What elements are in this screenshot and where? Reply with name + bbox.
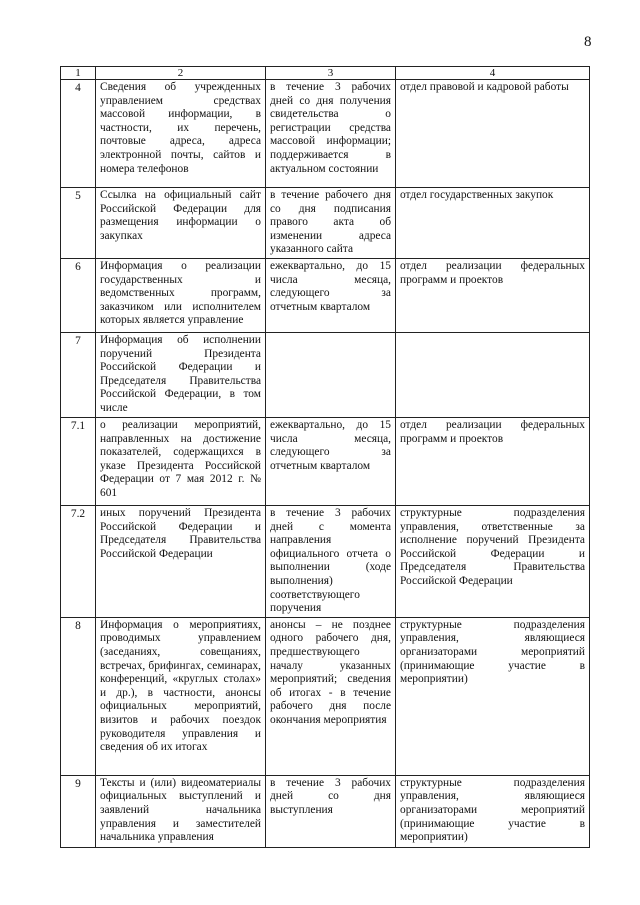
- table-row: [61, 418, 590, 506]
- deadline-cell: [266, 333, 396, 418]
- deadline-cell: в течение рабочего дня со дня подписания правого акта об изменении адреса указанного сайта: [266, 188, 396, 259]
- row-number: 8: [61, 617, 96, 775]
- info-cell: Сведения об учрежденных управлением средствах массовой информации, в частности, их перечень, почтовые адреса, адреса электронной почты, сайтов и номера телефонов: [96, 80, 266, 188]
- column-number: 2: [96, 67, 266, 80]
- column-number: 3: [266, 67, 396, 80]
- table-row: [61, 80, 590, 188]
- row-number: 4: [61, 80, 96, 188]
- info-table: [60, 66, 590, 848]
- deadline-cell: в течение 3 рабочих дней с момента направления официального отчета о выполнении (ходе выполнения) соответствующего поручения: [266, 506, 396, 618]
- table-row: [61, 259, 590, 333]
- table-row: [61, 506, 590, 618]
- info-cell: Информация о реализации государственных и ведомственных программ, заказчиком или исполнителем которых является управление: [96, 259, 266, 333]
- row-number: 9: [61, 775, 96, 847]
- deadline-cell: ежеквартально, до 15 числа месяца, следующего за отчетным кварталом: [266, 418, 396, 506]
- info-cell: о реализации мероприятий, направленных на достижение показателей, содержащихся в указе Президента Российской Федерации от 7 мая 2012 г. № 601: [96, 418, 266, 506]
- responsible-cell: структурные подразделения управления, являющиеся организаторами мероприятий (принимающие участие в мероприятии): [396, 617, 590, 775]
- column-number: 4: [396, 67, 590, 80]
- deadline-cell: анонсы – не позднее одного рабочего дня, предшествующего началу указанных мероприятий; сведения об итогах - в течение рабочего дня после окончания мероприятия: [266, 617, 396, 775]
- column-number: 1: [61, 67, 96, 80]
- info-cell: Информация об исполнении поручений Президента Российской Федерации и Председателя Правительства Российской Федерации, в том числе: [96, 333, 266, 418]
- info-cell: Ссылка на официальный сайт Российской Федерации для размещения информации о закупках: [96, 188, 266, 259]
- responsible-cell: структурные подразделения управления, являющиеся организаторами мероприятий (принимающие участие в мероприятии): [396, 775, 590, 847]
- page-number: 8: [584, 34, 592, 50]
- responsible-cell: структурные подразделения управления, ответственные за исполнение поручений Президента Российской Федерации и Председателя Правительства Российской Федерации: [396, 506, 590, 618]
- row-number: 7: [61, 333, 96, 418]
- responsible-cell: [396, 333, 590, 418]
- table-row: [61, 775, 590, 847]
- info-cell: Тексты и (или) видеоматериалы официальных выступлений и заявлений начальника управления и заместителей начальника управления: [96, 775, 266, 847]
- info-cell: Информация о мероприятиях, проводимых управлением (заседаниях, совещаниях, встречах, брифингах, семинарах, конференций, «круглых столах» и др.), в частности, анонсы официальных мероприятий, визитов и рабочих поездок руководителя управления и сведения об их итогах: [96, 617, 266, 775]
- responsible-cell: отдел реализации федеральных программ и проектов: [396, 418, 590, 506]
- row-number: 6: [61, 259, 96, 333]
- responsible-cell: отдел правовой и кадровой работы: [396, 80, 590, 188]
- deadline-cell: в течение 3 рабочих дней со дня получения свидетельства о регистрации средства массовой информации; поддерживается в актуальном состоянии: [266, 80, 396, 188]
- responsible-cell: отдел государственных закупок: [396, 188, 590, 259]
- row-number: 7.2: [61, 506, 96, 618]
- column-number-row: [61, 67, 590, 80]
- row-number: 5: [61, 188, 96, 259]
- table-row: [61, 333, 590, 418]
- deadline-cell: ежеквартально, до 15 числа месяца, следующего за отчетным кварталом: [266, 259, 396, 333]
- info-cell: иных поручений Президента Российской Федерации и Председателя Правительства Российской Федерации: [96, 506, 266, 618]
- deadline-cell: в течение 3 рабочих дней со дня выступления: [266, 775, 396, 847]
- row-number: 7.1: [61, 418, 96, 506]
- table-row: [61, 617, 590, 775]
- responsible-cell: отдел реализации федеральных программ и проектов: [396, 259, 590, 333]
- table-row: [61, 188, 590, 259]
